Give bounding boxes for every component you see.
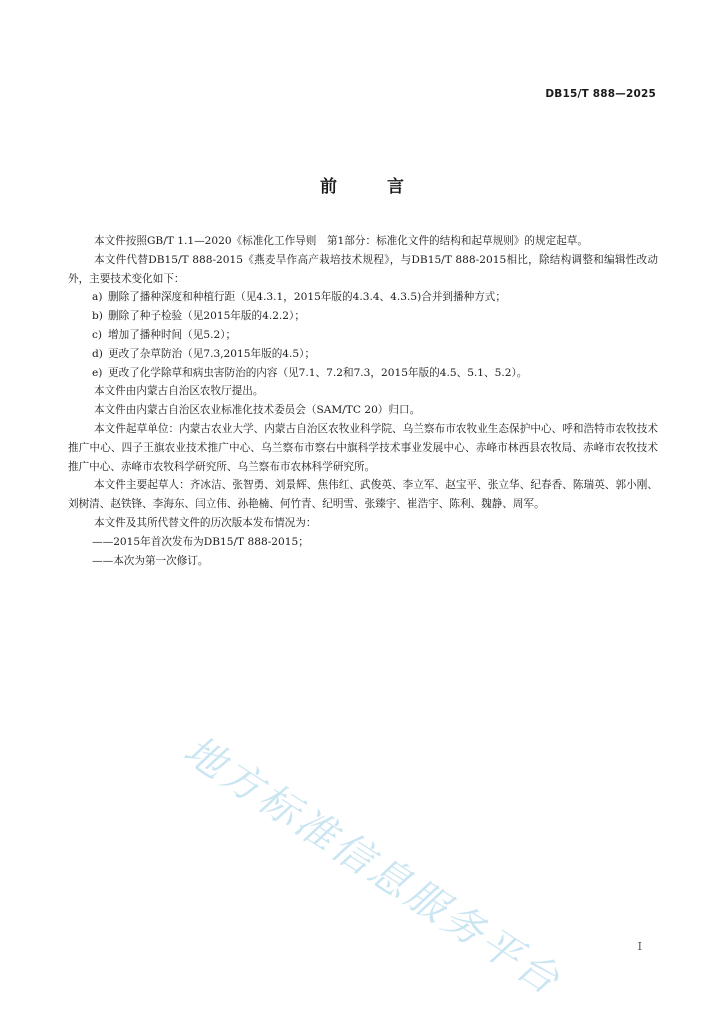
list-item-text: 增加了播种时间（见5.2）； bbox=[108, 328, 237, 341]
paragraph-drafting-basis: 本文件按照GB/T 1.1—2020《标准化工作导则 第1部分：标准化文件的结构和起草规则》的规定起草。 bbox=[94, 235, 588, 247]
page-title: 前 言 bbox=[320, 177, 426, 197]
list-item-label: c) bbox=[92, 328, 103, 341]
paragraph-history-intro: 本文件及其所代替文件的历次版本发布情况为： bbox=[94, 516, 317, 529]
list-item-label: a) bbox=[92, 291, 103, 304]
list-item-change bbox=[68, 326, 658, 345]
list-item-change bbox=[68, 307, 658, 326]
watermark: 地方标准信息服务平台 bbox=[175, 727, 570, 1006]
list-item-text: 更改了化学除草和病虫害防治的内容（见7.1、7.2和7.3，2015年版的4.5、5.1、5.2）。 bbox=[108, 366, 528, 379]
list-item-text: 删除了播种深度和种植行距（见4.3.1，2015年版的4.3.4、4.3.5)合并到播种方式； bbox=[108, 291, 506, 304]
paragraph-drafting-units: 本文件起草单位：内蒙古农业大学、内蒙古自治区农牧业科学院、乌兰察布市农牧业生态保护中心、呼和浩特市农牧技术推广中心、四子王旗农业技术推广中心、乌兰察布市察右中旗科学技术事业发展中心、赤峰市林西县农牧局、赤峰市农牧技术推广中心、赤峰市农牧科学研究所、乌兰察布市农林科学研究所。 bbox=[68, 422, 658, 473]
list-item-text: 更改了杂草防治（见7.3,2015年版的4.5）； bbox=[108, 347, 316, 360]
list-item-label: d) bbox=[92, 347, 103, 360]
list-item-change bbox=[68, 288, 658, 307]
paragraph-replacement: 本文件代替DB15/T 888-2015《燕麦旱作高产栽培技术规程》，与DB15/T 888-2015相比，除结构调整和编辑性改动外，主要技术变化如下： bbox=[68, 253, 658, 285]
foreword-body bbox=[68, 232, 658, 570]
list-item-change bbox=[68, 364, 658, 383]
page-number: I bbox=[637, 940, 642, 953]
list-item-label: b) bbox=[92, 310, 103, 323]
list-item-text: 删除了种子检验（见2015年版的4.2.2）； bbox=[108, 310, 305, 323]
list-item-label: e) bbox=[92, 366, 103, 379]
document-code: DB15/T 888—2025 bbox=[545, 88, 656, 100]
paragraph-centralized-by: 本文件由内蒙古自治区农业标准化技术委员会（SAM/TC 20）归口。 bbox=[94, 404, 421, 417]
history-item: ——本次为第一次修订。 bbox=[92, 554, 209, 567]
paragraph-drafters: 本文件主要起草人：齐冰洁、张智勇、刘景辉、焦伟红、武俊英、李立军、赵宝平、张立华、纪春香、陈瑞英、郭小刚、刘树清、赵铁锋、李海东、闫立伟、孙艳楠、何竹青、纪明雪、张臻宇、崔浩宇、陈利、魏静、周军。 bbox=[68, 479, 658, 511]
history-item: ——2015年首次发布为DB15/T 888-2015； bbox=[92, 535, 309, 548]
paragraph-proposer: 本文件由内蒙古自治区农牧厅提出。 bbox=[94, 385, 264, 398]
list-item-change bbox=[68, 345, 658, 364]
